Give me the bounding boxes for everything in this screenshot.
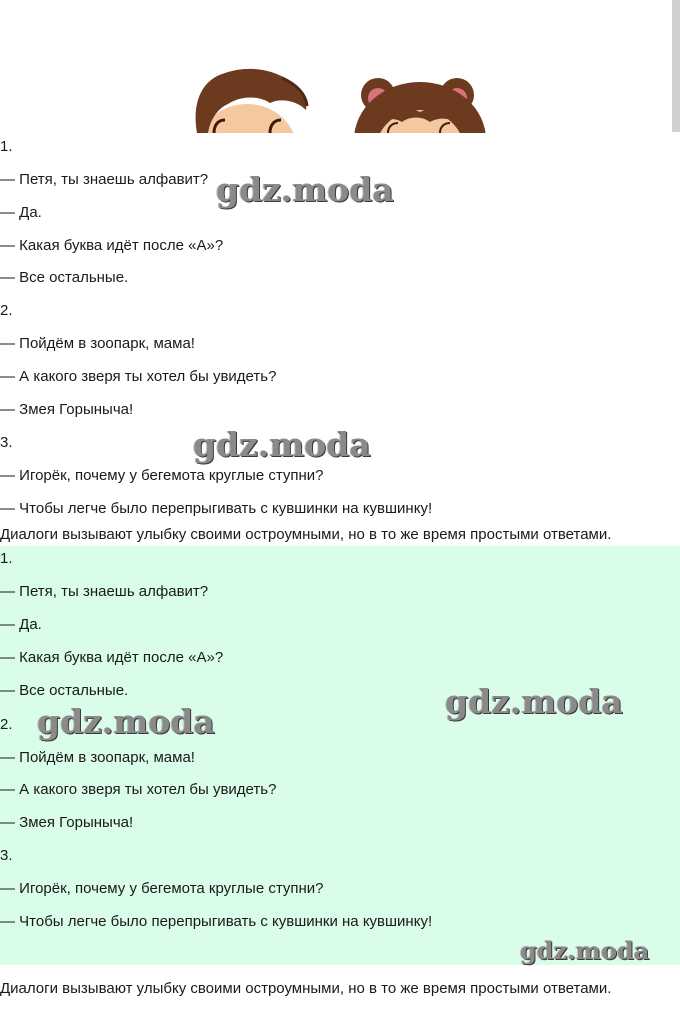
watermark-logo: gdz.moda bbox=[37, 702, 215, 741]
a-line-4: — Какая буква идёт после «А»? bbox=[0, 649, 224, 666]
a-line-2: — Петя, ты знаешь алфавит? bbox=[0, 583, 209, 600]
a-line-5: — Все остальные. bbox=[0, 682, 129, 699]
a-line-7: — Пойдём в зоопарк, мама! bbox=[0, 749, 195, 766]
a-line-12: — Чтобы легче было перепрыгивать с кувшинки на кувшинку! bbox=[0, 913, 433, 930]
q-line-1: 1. bbox=[0, 138, 13, 155]
q-line-7: — Пойдём в зоопарк, мама! bbox=[0, 335, 195, 352]
watermark-logo: gdz.moda bbox=[193, 425, 371, 464]
a-line-8: — А какого зверя ты хотел бы увидеть? bbox=[0, 781, 277, 798]
q-line-3: — Да. bbox=[0, 204, 42, 221]
watermark-logo: gdz.moda bbox=[216, 170, 394, 209]
boy-face-icon bbox=[196, 69, 307, 133]
a-line-6: 2. bbox=[0, 716, 13, 733]
q-line-12: — Чтобы легче было перепрыгивать с кувшинки на кувшинку! bbox=[0, 500, 433, 517]
q-line-8: — А какого зверя ты хотел бы увидеть? bbox=[0, 368, 277, 385]
q-line-11: — Игорёк, почему у бегемота круглые ступни? bbox=[0, 467, 324, 484]
a-line-10: 3. bbox=[0, 847, 13, 864]
girl-face-icon bbox=[354, 78, 486, 133]
a-line-11: — Игорёк, почему у бегемота круглые ступни? bbox=[0, 880, 324, 897]
a-conclusion: Диалоги вызывают улыбку своими остроумными, но в то же время простыми ответами. bbox=[0, 980, 612, 997]
q-line-9: — Змея Горыныча! bbox=[0, 401, 134, 418]
watermark-logo: gdz.moda bbox=[445, 682, 623, 721]
q-line-6: 2. bbox=[0, 302, 13, 319]
a-line-1: 1. bbox=[0, 550, 13, 567]
q-line-4: — Какая буква идёт после «А»? bbox=[0, 237, 224, 254]
watermark-logo: gdz.moda bbox=[520, 936, 650, 965]
q-line-10: 3. bbox=[0, 434, 13, 451]
header-illustration bbox=[0, 0, 680, 133]
q-line-5: — Все остальные. bbox=[0, 269, 129, 286]
q-line-2: — Петя, ты знаешь алфавит? bbox=[0, 171, 209, 188]
a-line-9: — Змея Горыныча! bbox=[0, 814, 134, 831]
q-conclusion: Диалоги вызывают улыбку своими остроумными, но в то же время простыми ответами. bbox=[0, 526, 612, 543]
a-line-3: — Да. bbox=[0, 616, 42, 633]
